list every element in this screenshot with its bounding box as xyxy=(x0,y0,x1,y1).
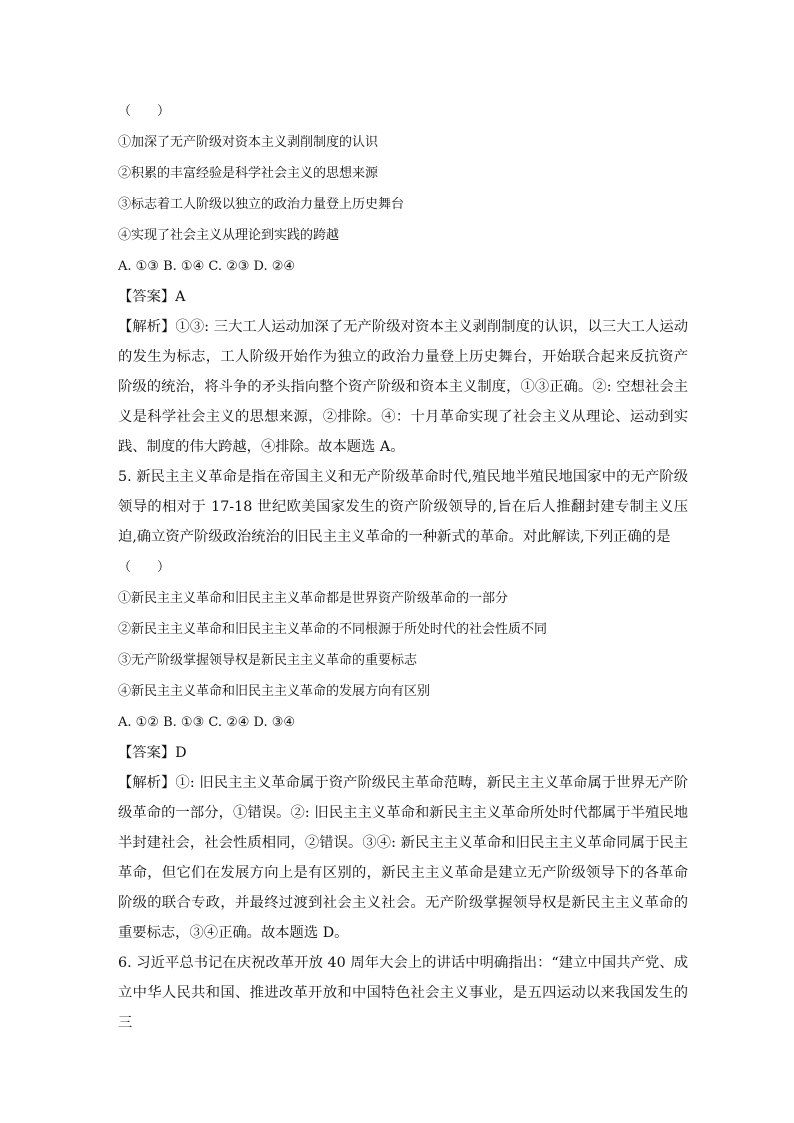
q5-option-2: ②新民主主义革命和旧民主主义革命的不同根源于所处时代的社会性质不同 xyxy=(118,622,548,637)
q5-analysis: 【解析】①: 旧民主主义革命属于资产阶级民主革命范畴，新民主主义革命属于世界无产阶级革命的一部分，①错误。②: 旧民主主义革命和新民主主义革命所处时代都属于半殖民地半封建社会，社会性质相同，②错误。③④: 新民主主义革命和旧民主主义革命同属于民主革命，但它们在发展方向上是有区别的，新民主主义革命是建立无产阶级领导下的各革命阶级的联合专政，并最终过渡到社会主义社会。无产阶级掌握领导权是新民主主义革命的重要标志，③④正确。故本题选 D。 xyxy=(118,775,688,941)
q5-bracket: （ ） xyxy=(118,560,171,575)
q4-option-1: ①加深了无产阶级对资本主义剥削制度的认识 xyxy=(118,135,379,150)
q6-stem: 6. 习近平总书记在庆祝改革开放 40 周年大会上的讲话中明确指出：“建立中国共产党、成立中华人民共和国、推进改革开放和中国特色社会主义事业，是五四运动以来我国发生的三 xyxy=(118,955,688,1031)
q4-option-3: ③标志着工人阶级以独立的政治力量登上历史舞台 xyxy=(118,197,405,212)
document-page xyxy=(118,96,688,1038)
q4-option-4: ④实现了社会主义从理论到实践的跨越 xyxy=(118,228,340,243)
q4-analysis: 【解析】①③: 三大工人运动加深了无产阶级对资本主义剥削制度的认识，以三大工人运动的发生为标志，工人阶级开始作为独立的政治力量登上历史舞台，开始联合起来反抗资产阶级的统治，将斗争的矛头指向整个资产阶级和资本主义制度，①③正确。②: 空想社会主义是科学社会主义的思想来源，②排除。④：十月革命实现了社会主义从理论、运动到实践、制度的伟大跨越，④排除。故本题选 A。 xyxy=(118,319,688,455)
q5-option-3: ③无产阶级掌握领导权是新民主主义革命的重要标志 xyxy=(118,653,418,668)
q5-stem: 5. 新民主主义革命是指在帝国主义和无产阶级革命时代,殖民地半殖民地国家中的无产阶级领导的相对于 17-18 世纪欧美国家发生的资产阶级领导的,旨在后人推翻封建专制主义压迫,确立资产阶级政治统治的旧民主主义革命的一种新式的革命。对此解读,下列正确的是 xyxy=(118,469,688,545)
q5-answer: 【答案】D xyxy=(118,745,187,761)
q4-bracket: （ ） xyxy=(118,104,171,119)
q5-choices: A. ①② B. ①③ C. ②④ D. ③④ xyxy=(118,715,296,730)
q4-answer: 【答案】A xyxy=(118,289,186,305)
q5-option-4: ④新民主主义革命和旧民主主义革命的发展方向有区别 xyxy=(118,684,431,699)
q4-option-2: ②积累的丰富经验是科学社会主义的思想来源 xyxy=(118,166,379,181)
q5-option-1: ①新民主主义革命和旧民主主义革命都是世界资产阶级革命的一部分 xyxy=(118,591,509,606)
q4-choices: A. ①③ B. ①④ C. ②③ D. ②④ xyxy=(118,259,296,274)
